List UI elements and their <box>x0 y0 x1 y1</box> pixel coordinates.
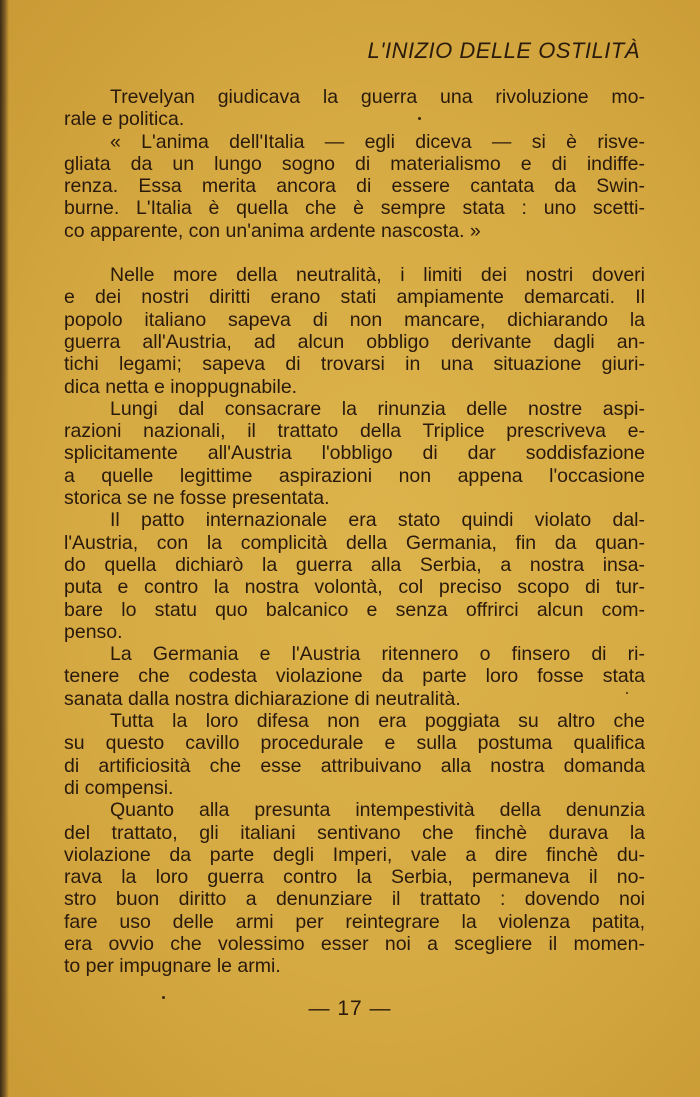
text-line: dica netta e inoppugnabile. <box>64 375 298 398</box>
page-binding-edge <box>0 0 9 1097</box>
text-line: su questo cavillo procedurale e sulla postuma qualifica <box>64 732 645 755</box>
text-line: stro buon diritto a denunziare il trattato : dovendo noi <box>64 888 645 911</box>
running-head: L'INIZIO DELLE OSTILITÀ <box>367 38 640 63</box>
text-line: a quelle legittime aspirazioni non appena l'occasione <box>64 464 645 487</box>
paragraph-4 <box>64 398 645 509</box>
paragraph-2 <box>64 131 645 242</box>
text-line: e dei nostri diritti erano stati ampiamente demarcati. Il <box>64 286 645 309</box>
text-line: « L'anima dell'Italia — egli diceva — si è risve- <box>110 130 645 153</box>
text-line: fare uso delle armi per reintegrare la violenza patita, <box>64 910 645 933</box>
text-line: Quanto alla presunta intempestività della denunzia <box>110 799 645 822</box>
text-line: puta e contro la nostra volontà, col preciso scopo di tur- <box>64 576 645 599</box>
page-number: — 17 — <box>308 997 392 1020</box>
section-gap <box>64 242 645 264</box>
paper-speck <box>418 117 421 120</box>
paragraph-5 <box>64 509 645 643</box>
text-line: penso. <box>64 620 123 643</box>
text-line: guerra all'Austria, ad alcun obbligo derivante dagli an- <box>64 330 645 353</box>
paragraph-1 <box>64 86 645 131</box>
paragraph-8 <box>64 799 645 977</box>
text-line: do quella dichiarò la guerra alla Serbia, a nostra insa- <box>64 553 645 576</box>
text-line: di compensi. <box>64 776 174 799</box>
text-line: del trattato, gli italiani sentivano che finchè durava la <box>64 821 645 844</box>
paragraph-7 <box>64 710 645 799</box>
text-line: tenere che codesta violazione da parte loro fosse stata <box>64 665 645 688</box>
text-line: splicitamente all'Austria l'obbligo di dar soddisfazione <box>64 442 645 465</box>
text-line: violazione da parte degli Imperi, vale a dire finchè du- <box>64 843 645 866</box>
text-line: burne. L'Italia è quella che è sempre stata : uno scetti- <box>64 197 645 220</box>
text-line: popolo italiano sapeva di non mancare, dichiarando la <box>64 308 645 331</box>
text-line: Tutta la loro difesa non era poggiata su altro che <box>110 710 645 733</box>
text-line: Trevelyan giudicava la guerra una rivoluzione mo- <box>110 86 645 108</box>
text-line: to per impugnare le armi. <box>64 955 281 978</box>
text-line: era ovvio che volessimo esser noi a scegliere il momen- <box>64 932 645 955</box>
text-line: razioni nazionali, il trattato della Triplice prescriveva e- <box>64 420 645 443</box>
text-line: di artificiosità che esse attribuivano alla nostra domanda <box>64 754 645 777</box>
text-line: gliata da un lungo sogno di materialismo e di indiffe- <box>64 152 645 175</box>
text-line: l'Austria, con la complicità della Germania, fin da quan- <box>64 531 645 554</box>
paragraph-6 <box>64 643 645 710</box>
text-line: La Germania e l'Austria ritennero o finsero di ri- <box>110 643 645 666</box>
text-line: rava la loro guerra contro la Serbia, permaneva il no- <box>64 866 645 889</box>
text-line: rale e politica. <box>64 108 185 131</box>
text-line: Il patto internazionale era stato quindi violato dal- <box>110 509 645 532</box>
text-line: bare lo statu quo balcanico e senza offrirci alcun com- <box>64 598 645 621</box>
paragraph-3 <box>64 264 645 398</box>
body-text <box>64 86 645 978</box>
text-line: Lungi dal consacrare la rinunzia delle nostre aspi- <box>110 397 645 420</box>
text-line: sanata dalla nostra dichiarazione di neutralità. <box>64 687 461 710</box>
paper-speck <box>162 996 165 999</box>
text-line: renza. Essa merita ancora di essere cantata da Swin- <box>64 175 645 198</box>
text-line: storica se ne fosse presentata. <box>64 487 330 510</box>
text-line: tichi legami; sapeva di trovarsi in una situazione giuri- <box>64 353 645 376</box>
text-line: Nelle more della neutralità, i limiti dei nostri doveri <box>110 264 645 287</box>
paper-speck <box>626 692 628 694</box>
text-line: co apparente, con un'anima ardente nascosta. » <box>64 219 481 242</box>
